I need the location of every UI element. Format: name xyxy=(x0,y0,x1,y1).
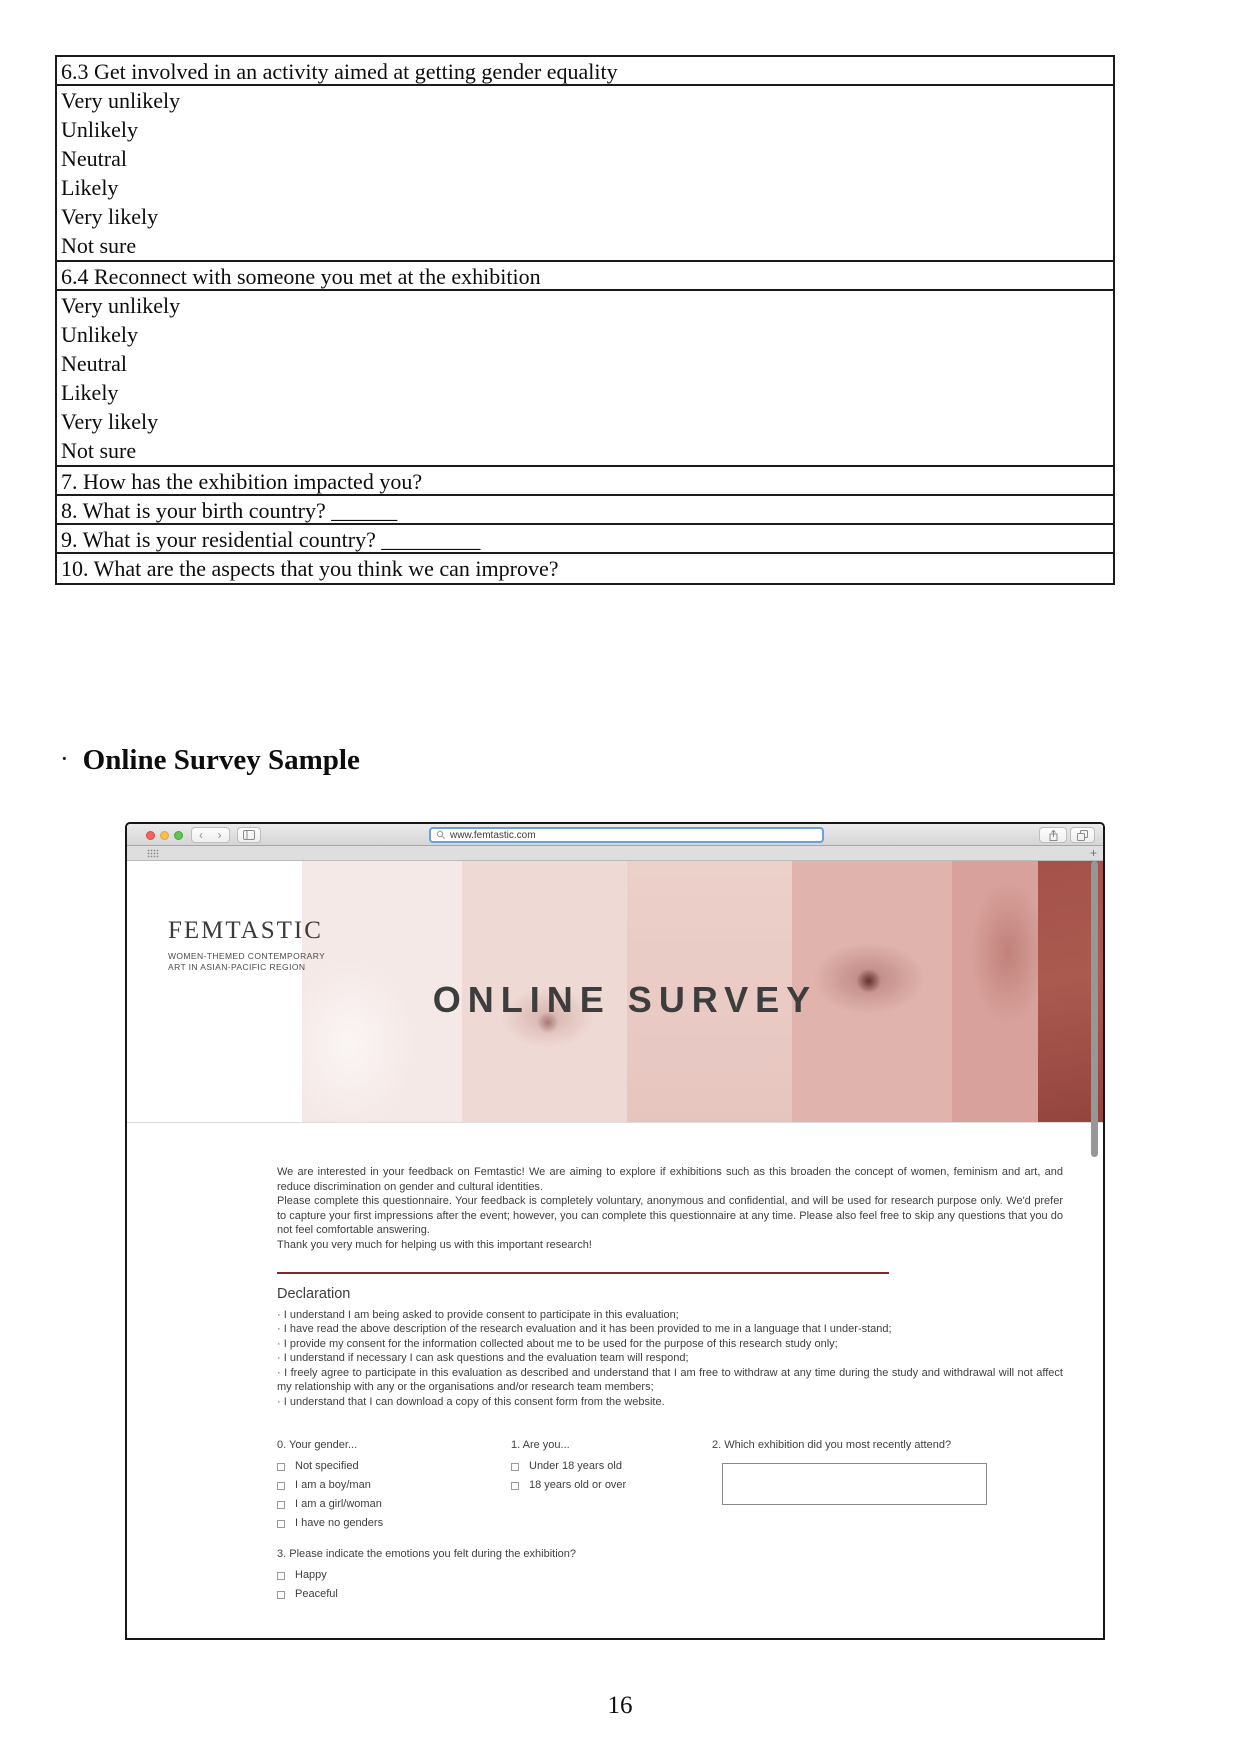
checkbox-label: I am a boy/man xyxy=(295,1479,371,1492)
webpage-content xyxy=(127,861,1103,1638)
intro-paragraphs xyxy=(277,1165,1063,1252)
checkbox-label: 18 years old or over xyxy=(529,1479,627,1492)
checkbox-option xyxy=(277,1566,1063,1585)
checkbox[interactable] xyxy=(511,1463,519,1471)
page-number: 16 xyxy=(607,1692,633,1719)
question-emotions xyxy=(277,1547,1063,1604)
hero-title: ONLINE SURVEY xyxy=(432,979,818,1020)
table-options-6-4 xyxy=(57,291,1113,467)
declaration-item: · I have read the above description of the research evaluation and it has been provided to me in a language that I under-stand; xyxy=(277,1323,892,1335)
checkbox[interactable] xyxy=(277,1482,285,1490)
site-logo[interactable] xyxy=(168,917,348,973)
sidebar-icon xyxy=(242,829,256,841)
likert-option: Very likely xyxy=(61,204,159,229)
question-exhibition xyxy=(712,1438,1063,1533)
intro-paragraph: Thank you very much for helping us with this important research! xyxy=(277,1238,592,1251)
declaration-item: · I understand that I can download a copy of this consent form from the website. xyxy=(277,1395,665,1408)
declaration-item: · I understand I am being asked to provide consent to participate in this evaluation; xyxy=(277,1308,679,1321)
checkbox-option xyxy=(277,1476,511,1495)
table-question-10: 10. What are the aspects that you think we can improve? xyxy=(61,556,559,581)
zoom-button[interactable] xyxy=(174,831,183,840)
checkbox-option xyxy=(511,1476,712,1495)
checkbox[interactable] xyxy=(277,1463,285,1471)
checkbox-option xyxy=(277,1585,1063,1604)
likert-option: Very unlikely xyxy=(61,293,181,318)
checkbox[interactable] xyxy=(277,1591,285,1599)
vertical-scrollbar-thumb[interactable] xyxy=(1091,861,1098,1157)
likert-option: Very likely xyxy=(61,409,159,434)
forward-icon: › xyxy=(217,828,222,842)
back-button[interactable] xyxy=(191,827,211,843)
exhibition-input[interactable] xyxy=(722,1463,987,1505)
minimize-button[interactable] xyxy=(160,831,169,840)
table-question-9: 9. What is your residential country? _________ xyxy=(57,525,1113,554)
section-title: Online Survey Sample xyxy=(82,744,360,776)
bullet-glyph: · xyxy=(60,744,69,773)
intro-paragraph: We are interested in your feedback on Femtastic! We are aiming to explore if exhibitions such as this broaden the concept of women, feminism and art, and reduce discrimination on gender and cultural identities. xyxy=(277,1166,1063,1193)
tabs-icon xyxy=(1076,829,1089,842)
address-bar[interactable] xyxy=(429,827,824,843)
checkbox-label: I have no genders xyxy=(295,1517,384,1530)
table-question-6-3: 6.3 Get involved in an activity aimed at getting gender equality xyxy=(57,57,1113,86)
declaration-heading: Declaration xyxy=(277,1286,351,1302)
survey-body xyxy=(277,1165,1063,1604)
show-tabs-button[interactable] xyxy=(1070,827,1095,843)
likert-option: Unlikely xyxy=(61,322,138,347)
checkbox[interactable] xyxy=(511,1482,519,1490)
questions-row xyxy=(277,1438,1063,1533)
browser-window xyxy=(125,822,1105,1640)
forward-button[interactable] xyxy=(210,827,230,843)
search-icon xyxy=(436,830,446,840)
logo-tagline-line: ART IN ASIAN-PACIFIC REGION xyxy=(168,962,306,972)
logo-tagline-line: WOMEN-THEMED CONTEMPORARY xyxy=(168,951,326,961)
question-age xyxy=(511,1438,712,1533)
checkbox-label: I am a girl/woman xyxy=(295,1498,382,1511)
url-text: www.femtastic.com xyxy=(450,829,536,841)
table-question-8: 8. What is your birth country? ______ xyxy=(57,496,1113,525)
checkbox-label: Happy xyxy=(295,1569,327,1582)
logo-tagline xyxy=(168,951,348,973)
checkbox-label: Under 18 years old xyxy=(529,1460,622,1473)
section-divider xyxy=(277,1272,889,1274)
declaration-item: · I understand if necessary I can ask questions and the evaluation team will respond; xyxy=(277,1352,689,1364)
likert-option: Not sure xyxy=(61,233,137,258)
likert-option: Neutral xyxy=(61,351,127,376)
checkbox[interactable] xyxy=(277,1501,285,1509)
declaration-item: · I provide my consent for the information collected about me to be used for the purpose of this research study only; xyxy=(277,1337,838,1350)
sidebar-button[interactable] xyxy=(237,827,261,843)
logo-title: FEMTASTIC xyxy=(168,917,323,944)
checkbox[interactable] xyxy=(277,1520,285,1528)
survey-question-table xyxy=(55,55,1115,585)
declaration-item: · I freely agree to participate in this evaluation as described and understand that I am free to withdraw at any time during the study and withdrawal will not affect my relationship with any or the organisations and/or research team members; xyxy=(277,1366,1063,1393)
checkbox-label: Peaceful xyxy=(295,1588,338,1601)
checkbox-option xyxy=(277,1457,511,1476)
question-label: 1. Are you... xyxy=(511,1439,570,1451)
back-icon: ‹ xyxy=(199,828,203,842)
hero-banner xyxy=(127,861,1103,1123)
section-heading xyxy=(60,744,360,777)
table-question-6-4: 6.4 Reconnect with someone you met at the exhibition xyxy=(57,262,1113,291)
checkbox-option xyxy=(511,1457,712,1476)
checkbox-label: Not specified xyxy=(295,1460,359,1473)
likert-option: Unlikely xyxy=(61,117,138,142)
close-button[interactable] xyxy=(146,831,155,840)
likert-option: Neutral xyxy=(61,146,127,171)
share-button[interactable] xyxy=(1039,827,1067,843)
question-label: 3. Please indicate the emotions you felt during the exhibition? xyxy=(277,1548,577,1560)
bookmarks-grid-icon[interactable] xyxy=(147,849,159,858)
question-gender xyxy=(277,1438,511,1533)
table-options-6-3 xyxy=(57,86,1113,262)
question-label: 0. Your gender... xyxy=(277,1439,358,1451)
likert-option: Likely xyxy=(61,175,119,200)
likert-option: Very unlikely xyxy=(61,88,181,113)
checkbox[interactable] xyxy=(277,1572,285,1580)
banner-stripe xyxy=(952,861,1038,1122)
checkbox-option xyxy=(277,1514,511,1533)
likert-option: Not sure xyxy=(61,438,137,463)
favorites-bar xyxy=(127,846,1103,861)
checkbox-option xyxy=(277,1495,511,1514)
intro-paragraph: Please complete this questionnaire. Your feedback is completely voluntary, anonymous and confidential, and will be used for research purpose only. We'd prefer to capture your first impressions after the event; however, you can complete this questionnaire at any time. Please also feel free to skip any questions that you do not feel comfortable answering. xyxy=(277,1195,1063,1236)
window-controls xyxy=(146,831,183,840)
declaration-list xyxy=(277,1308,1063,1410)
table-question-7: 7. How has the exhibition impacted you? xyxy=(57,467,1113,496)
browser-toolbar xyxy=(127,824,1103,846)
share-icon xyxy=(1047,829,1060,842)
new-tab-button[interactable]: + xyxy=(1089,846,1097,860)
likert-option: Likely xyxy=(61,380,119,405)
question-label: 2. Which exhibition did you most recently attend? xyxy=(712,1439,952,1451)
